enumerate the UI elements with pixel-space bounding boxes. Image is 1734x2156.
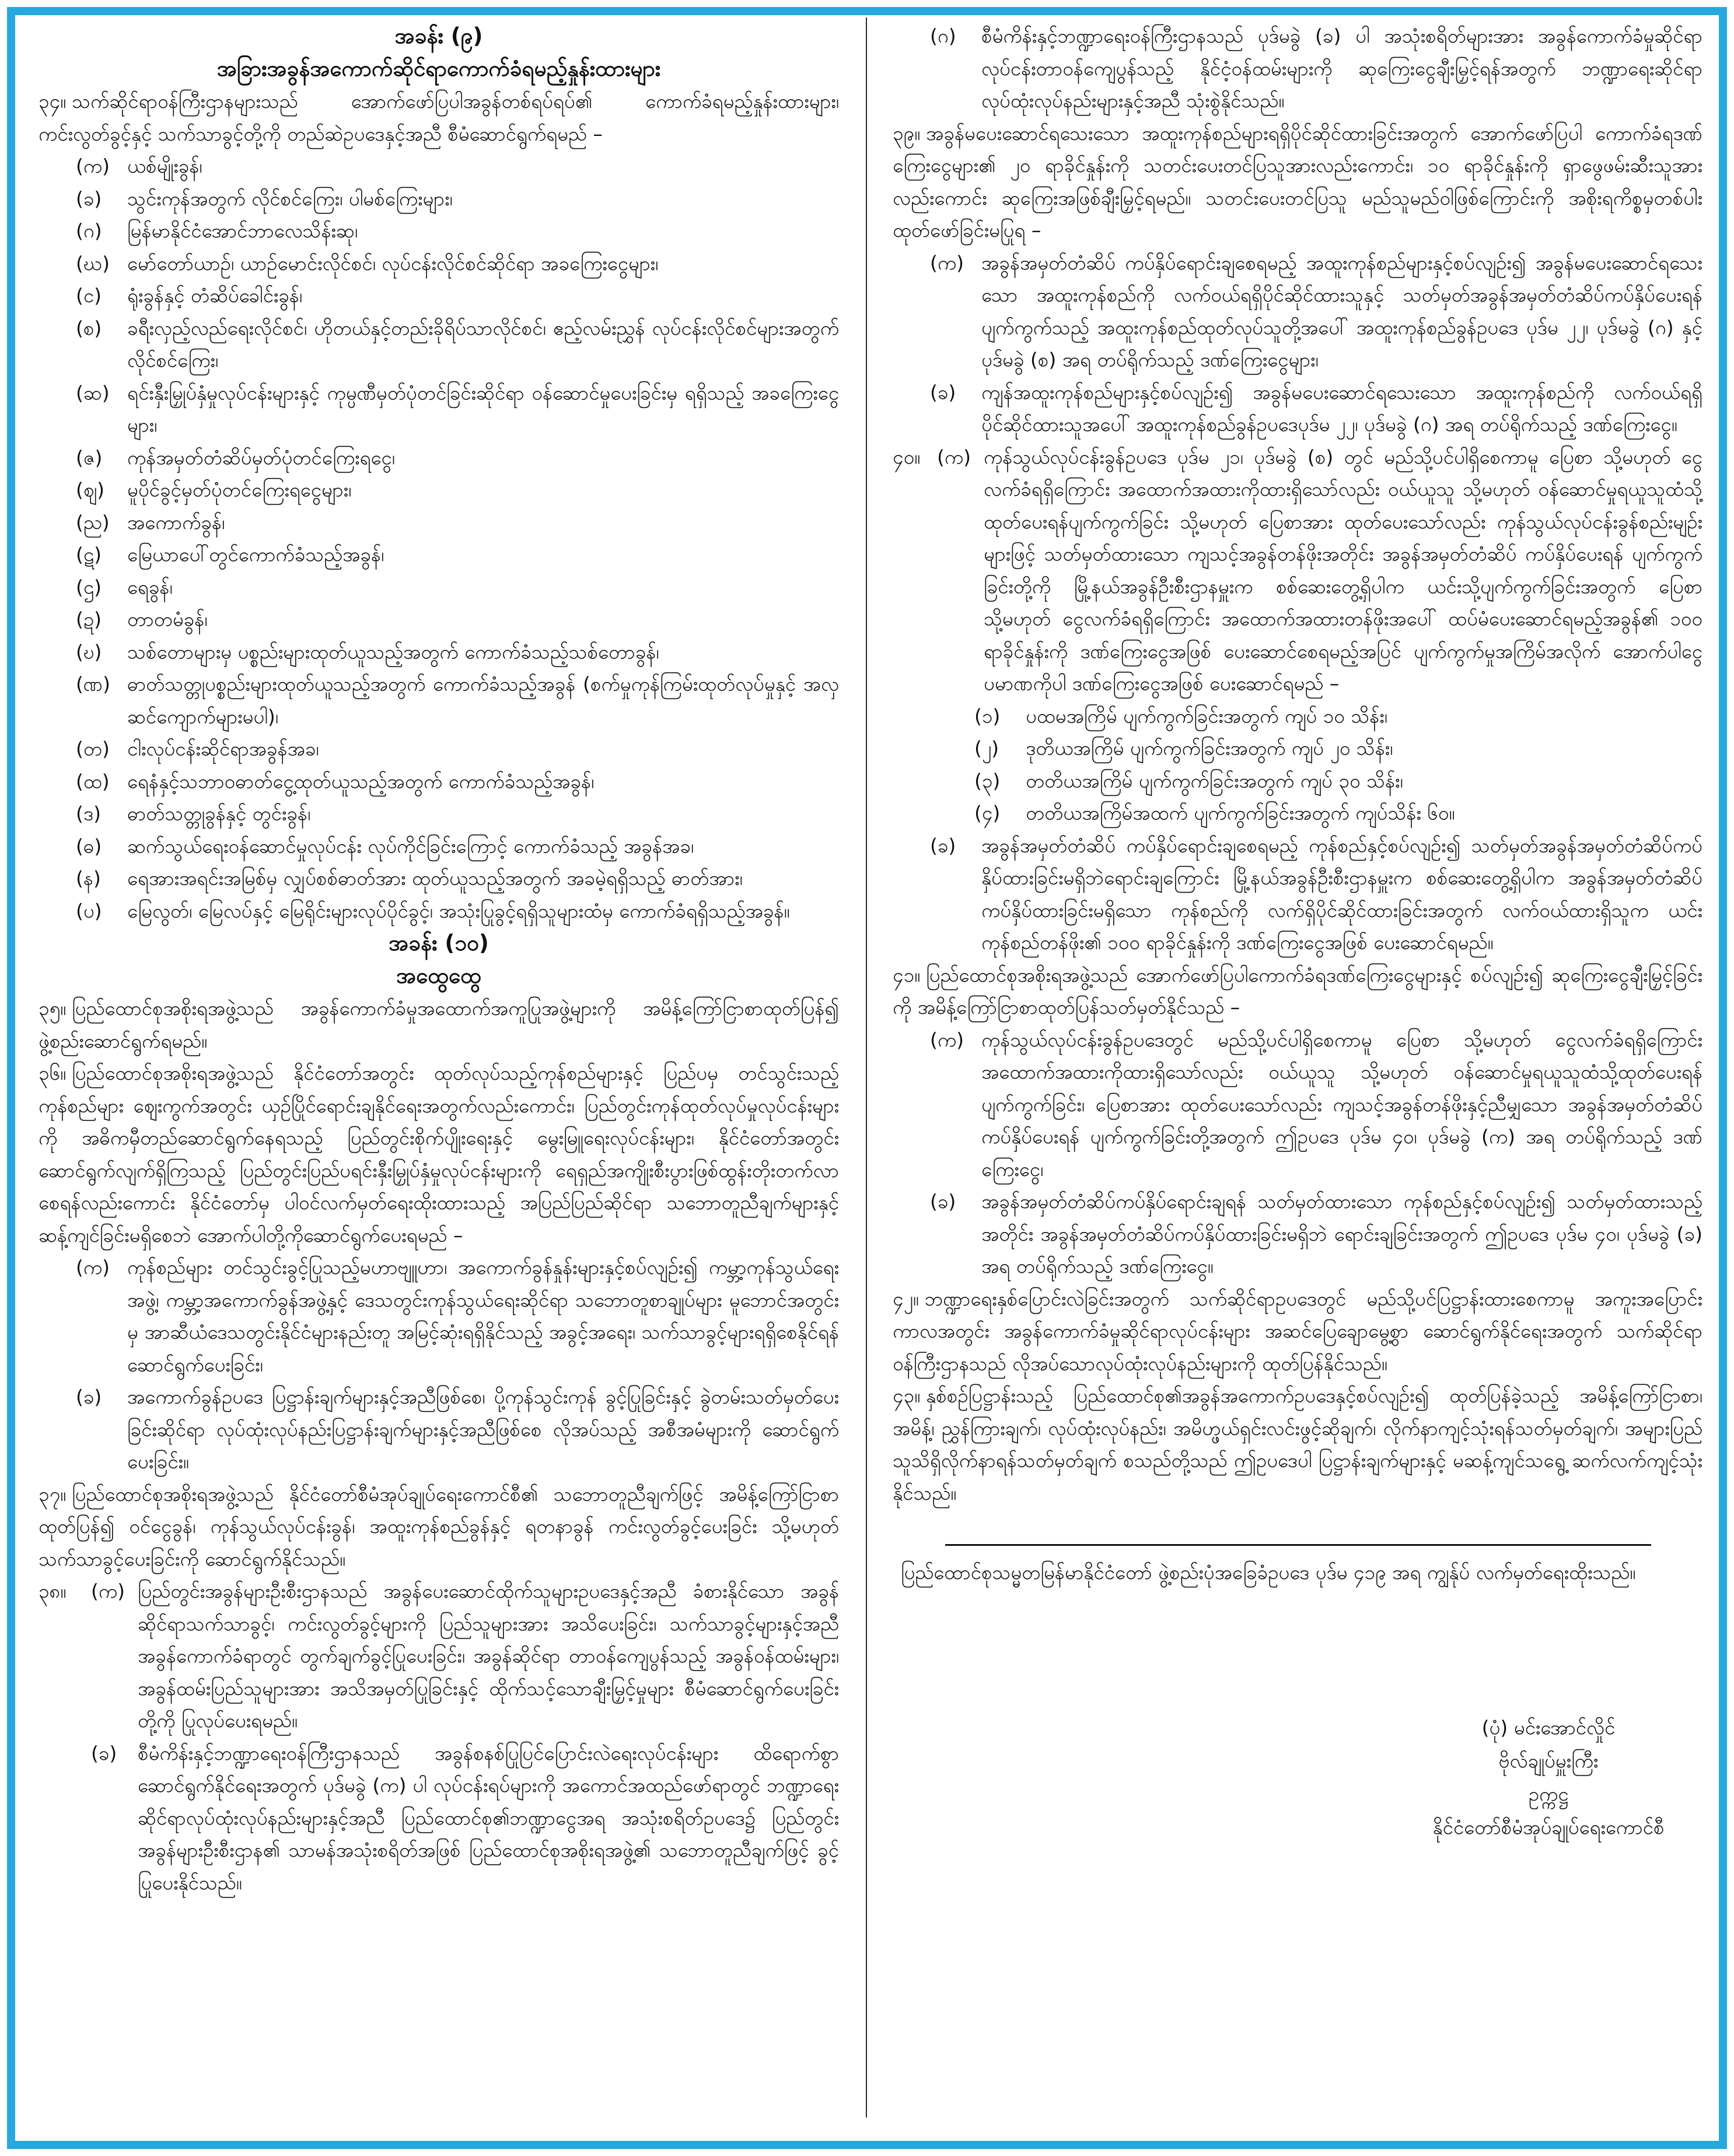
clause-text: ပထမအကြိမ် ပျက်ကွက်ခြင်းအတွက် ကျပ် ၁၀ သိန်း၊ xyxy=(1026,704,1387,727)
clause-text: ဓာတ်သတ္တုပစ္စည်းများထုတ်ယူသည့်အတွက် ကောက်ခံသည့်အခွန် (စက်မှုကုန်ကြမ်းထုတ်လုပ်မှုနှင့် အလှဆင်ကျောက်များမပါ)၊ xyxy=(127,673,839,728)
clause-text: ရင်းနှီးမြှုပ်နှံမှုလုပ်ငန်းများနှင့် ကုမ္ပဏီမှတ်ပုံတင်ခြင်းဆိုင်ရာ ဝန်ဆောင်မှုပေးခြင်းမှ ရရှိသည့် အခကြေးငွေများ၊ xyxy=(127,381,839,436)
clause-text: ရုံးခွန်နှင့် တံဆိပ်ခေါင်းခွန်၊ xyxy=(127,284,303,307)
clause-label: (စ) xyxy=(76,316,102,340)
section-number: ၃၄။ xyxy=(39,90,67,113)
clause-label: (ဍ) xyxy=(76,608,102,631)
clause-text: သစ်တောများမှ ပစ္စည်းများထုတ်ယူသည့်အတွက် ကောက်ခံသည့်သစ်တောခွန်၊ xyxy=(127,640,659,663)
clause-label: (ခ) xyxy=(76,187,102,210)
clause-text: သွင်းကုန်အတွက် လိုင်စင်ကြေး၊ ပါမစ်ကြေးများ၊ xyxy=(127,187,453,210)
section-39-items xyxy=(893,247,1702,441)
clause-label: (ဃ) xyxy=(76,251,110,275)
section-38-c xyxy=(893,20,1702,117)
clause-label: (န) xyxy=(76,867,101,890)
section-number: ၄၀။ xyxy=(893,445,921,468)
clause-label: (၄) xyxy=(974,802,1001,824)
clause-text: ဆက်သွယ်ရေးဝန်ဆောင်မှုလုပ်ငန်း လုပ်ကိုင်ခြင်းကြောင့် ကောက်ခံသည့် အခွန်အခ၊ xyxy=(127,834,694,858)
clause-item xyxy=(39,1381,839,1478)
clause-item xyxy=(893,1185,1702,1283)
section-text: နှစ်စဉ်ပြဋ္ဌာန်းသည့် ပြည်ထောင်စု၏အခွန်အကောက်ဥပဒေနှင့်စပ်လျဉ်း၍ ထုတ်ပြန်ခဲ့သည့် အမိန့်ကြော်ငြာစာ၊ အမိန့်၊ ညွှန်ကြားချက်၊ လုပ်ထုံးလုပ်နည်း၊ အမိဟ္ဖယ်ရှင်းလင်းဖွင့်ဆိုချက်၊ လိုက်နာကျင့်သုံးရန်သတ်မှတ်ချက်၊ အများပြည်သူသိရှိလိုက်နာရန်သတ်မှတ်ချက် စသည်တို့သည် ဤဥပဒေပါ ပြဋ္ဌာန်းချက်များနှင့် မဆန့်ကျင်သရွေ့ ဆက်လက်ကျင့်သုံးနိုင်သည်။ xyxy=(893,1384,1702,1504)
clause-item xyxy=(39,571,839,604)
clause-text: အခွန်အမှတ်တံဆိပ် ကပ်နှိပ်ရောင်းချစေရမည့် ကုန်စည်နှင့်စပ်လျဉ်း၍ သတ်မှတ်အခွန်အမှတ်တံဆိပ်ကပ်နှိပ်ထားခြင်းမရှိဘဲရောင်းချကြောင်း မြို့နယ်အခွန်ဦးစီးဌာနမှူးက စစ်ဆေးတွေ့ရှိပါက အခွန်အမှတ်တံဆိပ် ကပ်နှိပ်ထားခြင်းမရှိသော ကုန်စည်ကို လက်ရှိပိုင်ဆိုင်ထားခြင်းအတွက် လက်ဝယ်ထားရှိသူက ယင်းကုန်စည်တန်ဖိုး၏ ၁၀၀ ရာခိုင်နှုန်းကို ဒဏ်ကြေးငွေအဖြစ် ပေးဆောင်ရမည်။ xyxy=(981,834,1702,954)
clause-text: တာတမံခွန်၊ xyxy=(127,608,208,631)
clause-label: (က) xyxy=(930,1028,964,1051)
clause-text: ယစ်မျိုးခွန်၊ xyxy=(127,155,202,177)
section-number: ၃၇။ xyxy=(39,1482,67,1506)
clause-item xyxy=(39,733,839,765)
left-column xyxy=(39,20,839,1899)
right-column xyxy=(893,20,1702,1844)
clause-text: အခွန်အမှတ်တံဆိပ်ကပ်နှိပ်ရောင်းချရန် သတ်မှတ်ထားသော ကုန်စည်နှင့်စပ်လျဉ်း၍ သတ်မှတ်ထားသည့်အတိုင်း အခွန်အမှတ်တံဆိပ်ကပ်နှိပ်ထားခြင်းမရှိဘဲ ရောင်းချခြင်းအတွက် ဤဥပဒေ ပုဒ်မ ၄၀၊ ပုဒ်မခွဲ (ခ) အရ တပ်ရိုက်သည့် ဒဏ်ကြေးငွေ။ xyxy=(981,1190,1702,1278)
clause-label: (ဈ) xyxy=(76,478,104,501)
clause-item xyxy=(39,862,839,895)
section-35 xyxy=(39,992,839,1057)
clause-text: မြေယာပေါ်တွင်ကောက်ခံသည့်အခွန်၊ xyxy=(127,543,384,566)
clause-label: (က) xyxy=(76,1256,110,1279)
clause-item xyxy=(39,183,839,215)
clause-text: ဓာတ်သတ္တုခွန်နှင့် တွင်းခွန်၊ xyxy=(127,802,311,825)
section-41-items xyxy=(893,1024,1702,1283)
chapter-9-title: အခန်း (၉) xyxy=(394,23,483,48)
clause-label: (ဆ) xyxy=(76,381,110,404)
clause-item xyxy=(39,668,839,733)
section-38-items xyxy=(91,1575,839,1899)
section-number: ၃၅။ xyxy=(39,997,67,1020)
section-text: ပြည်ထောင်စုအစိုးရအဖွဲ့သည် အခွန်ကောက်ခံမှုအထောက်အကူပြုအဖွဲ့များကို အမိန့်ကြော်ငြာစာထုတ်ပြန်၍ ဖွဲ့စည်းဆောင်ရွက်ရမည်။ xyxy=(39,997,839,1052)
signature-block xyxy=(893,1711,1702,1844)
clause-item xyxy=(39,538,839,571)
chapter-9-subtitle: အခြားအခွန်အကောက်ဆိုင်ရာကောက်ခံရမည့်နှုန်းထားများ xyxy=(216,56,661,81)
clause-text: ကုန်အမှတ်တံဆိပ်မှတ်ပုံတင်ကြေးရငွေ၊ xyxy=(127,446,395,469)
clause-text: ကျန်အထူးကုန်စည်များနှင့်စပ်လျဉ်း၍ အခွန်မပေးဆောင်ရသေးသော အထူးကုန်စည်ကို လက်ဝယ်ရရှိပိုင်ဆိုင်ထားသူအပေါ် အထူးကုန်စည်ခွန်ဥပဒေပုဒ်မ ၂၂၊ ပုဒ်မခွဲ (ဂ) အရ တပ်ရိုက်သည့် ဒဏ်ကြေးငွေ။ xyxy=(981,380,1702,436)
clause-item xyxy=(39,506,839,539)
section-40-a xyxy=(937,441,1702,700)
section-text: သက်ဆိုင်ရာဝန်ကြီးဌာနများသည် အောက်ဖော်ပြပါအခွန်တစ်ရပ်ရပ်၏ ကောက်ခံရမည့်နှုန်းထားများ၊ ကင်းလွတ်ခွင့်နှင့် သက်သာခွင့်တို့ကို တည်ဆဲဥပဒေနှင့်အညီ စီမံဆောင်ရွက်ရမည် – xyxy=(39,90,839,145)
clause-item xyxy=(39,150,839,183)
clause-text: ကုန်သွယ်လုပ်ငန်းခွန်ဥပဒေ ပုဒ်မ ၂၁၊ ပုဒ်မခွဲ (စ) တွင် မည်သို့ပင်ပါရှိစေကာမူ ပြေစာ သို့မဟုတ် ငွေလက်ခံရရှိကြောင်း အထောက်အထားကိုထားရှိသော်လည်း ဝယ်ယူသူ သို့မဟုတ် ဝန်ဆောင်မှုရယူသူထံသို့ ထုတ်ပေးရန်ပျက်ကွက်ခြင်း သို့မဟုတ် ပြေစာအား ထုတ်ပေးသော်လည်း ကုန်သွယ်လုပ်ငန်းခွန်စည်းမျဉ်းများဖြင့် သတ်မှတ်ထားသော ကျသင့်အခွန်တန်ဖိုးအတိုင်း အခွန်အမှတ်တံဆိပ် ကပ်နှိပ်ပေးရန် ပျက်ကွက်ခြင်းတို့ကို မြို့နယ်အခွန်ဦးစီးဌာနမှူးက စစ်ဆေးတွေ့ရှိပါက ယင်းသို့ပျက်ကွက်ခြင်းအတွက် ပြေစာ သို့မဟုတ် ငွေလက်ခံရရှိကြောင်း အထောက်အထားတန်ဖိုးအပေါ် ထပ်မံပေးဆောင်ရမည့်အခွန်၏ ၁၀၀ ရာခိုင်နှုန်းကို ဒဏ်ကြေးငွေအဖြစ် ပေးဆောင်စေရမည့်အပြင် ပျက်ကွက်မှုအကြိမ်အလိုက် အောက်ပါငွေပမာဏကိုပါ ဒဏ်ကြေးငွေအဖြစ် ပေးဆောင်ရမည် – xyxy=(984,445,1702,695)
section-text: ပြည်ထောင်စုအစိုးရအဖွဲ့သည် နိုင်ငံတော်အတွင်း ထုတ်လုပ်သည့်ကုန်စည်များနှင့် ပြည်ပမှ တင်သွင်းသည့်ကုန်စည်များ ဈေးကွက်အတွင်း ယှဉ်ပြိုင်ရောင်းချနိုင်ရေးအတွက်လည်းကောင်း၊ ပြည်တွင်းကုန်ထုတ်လုပ်မှုလုပ်ငန်းများကို အဓိကမှီတည်ဆောင်ရွက်နေရသည့် ပြည်တွင်းစိုက်ပျိုးရေးနှင့် မွေးမြူရေးလုပ်ငန်းများ၊ နိုင်ငံတော်အတွင်း ဆောင်ရွက်လျက်ရှိကြသည့် ပြည်တွင်းပြည်ပရင်းနှီးမြှုပ်နှံမှုလုပ်ငန်းများကို ရေရှည်အကျိုးစီးပွားဖြစ်ထွန်းတိုးတက်လာစေရန်လည်းကောင်း နိုင်ငံတော်မှ ပါဝင်လက်မှတ်ရေးထိုးထားသည့် အပြည်ပြည်ဆိုင်ရာ သဘောတူညီချက်များနှင့် ဆန့်ကျင်ခြင်းမရှိစေဘဲ အောက်ပါတို့ကိုဆောင်ရွက်ပေးရမည် – xyxy=(39,1062,839,1247)
clause-text: စီမံကိန်းနှင့်ဘဏ္ဍာရေးဝန်ကြီးဌာနသည် အခွန်စနစ်ပြုပြင်ပြောင်းလဲရေးလုပ်ငန်းများ ထိရောက်စွာဆောင်ရွက်နိုင်ရေးအတွက် ပုဒ်မခွဲ (က) ပါ လုပ်ငန်းရပ်များကို အကောင်အထည်ဖော်ရာတွင် ဘဏ္ဍာရေးဆိုင်ရာလုပ်ထုံးလုပ်နည်းများနှင့်အညီ ပြည်ထောင်စု၏ဘဏ္ဍာငွေအရ အသုံးစရိတ်ဥပဒေ၌ ပြည်တွင်းအခွန်များဦးစီးဌာန၏ သာမန်အသုံးစရိတ်အဖြစ် ပြည်ထောင်စုအစိုးရအဖွဲ့၏ သဘောတူညီချက်ဖြင့် ခွင့်ပြုပေးနိုင်သည်။ xyxy=(138,1741,839,1894)
signatory-role: ဥက္ကဋ္ဌ xyxy=(1528,1783,1569,1805)
chapter-10-title: အခန်း (၁၀) xyxy=(389,930,489,956)
clause-label: (ဂ) xyxy=(930,24,956,47)
clause-text: ငါးလုပ်ငန်းဆိုင်ရာအခွန်အခ၊ xyxy=(127,737,319,760)
signatory-name: (ပုံ) မင်းအောင်လှိုင် xyxy=(1481,1716,1616,1739)
section-number: ၃၈။ xyxy=(39,1580,67,1602)
clause-text: ပြည်တွင်းအခွန်များဦးစီးဌာနသည် အခွန်ပေးဆောင်ထိုက်သူများဥပဒေနှင့်အညီ ခံစားနိုင်သော အခွန်ဆိုင်ရာသက်သာခွင့်၊ ကင်းလွတ်ခွင့်များကို ပြည်သူများအား အသိပေးခြင်း၊ သက်သာခွင့်များနှင့်အညီ အခွန်ကောက်ခံရာတွင် တွက်ချက်ခွင့်ပြုပေးခြင်း၊ အခွန်ဆိုင်ရာ တာဝန်ကျေပွန်သည့် အခွန်ဝန်ထမ်းများ၊ အခွန်ထမ်းပြည်သူများအား အသိအမှတ်ပြုခြင်းနှင့် ထိုက်သင့်သောချီးမြှင့်မှုများ စီမံဆောင်ရွက်ပေးခြင်းတို့ကို ပြုလုပ်ပေးရမည်။ xyxy=(138,1580,839,1732)
clause-label: (ဓ) xyxy=(76,834,102,858)
section-34 xyxy=(39,85,839,150)
clause-label: (တ) xyxy=(76,737,110,760)
clause-item xyxy=(39,895,839,928)
clause-text: မြန်မာနိုင်ငံအောင်ဘာလေသိန်းဆု၊ xyxy=(127,219,358,242)
clause-label: (ခ) xyxy=(930,380,956,404)
clause-label: (ဌ) xyxy=(76,575,102,598)
section-42 xyxy=(893,1283,1702,1380)
section-number: ၄၁။ xyxy=(893,963,921,986)
section-40-a-subitems xyxy=(937,700,1702,830)
footnote-rule xyxy=(945,1544,1651,1546)
section-number: ၃၆။ xyxy=(39,1062,67,1084)
clause-text: ကုန်သွယ်လုပ်ငန်းခွန်ဥပဒေတွင် မည်သို့ပင်ပါရှိစေကာမူ ပြေစာ သို့မဟုတ် ငွေလက်ခံရရှိကြောင်း အထောက်အထားကိုထားရှိသော်လည်း ဝယ်ယူသူ သို့မဟုတ် ဝန်ဆောင်မှုရယူသူထံသို့ထုတ်ပေးရန် ပျက်ကွက်ခြင်း၊ ပြေစာအား ထုတ်ပေးသော်လည်း ကျသင့်အခွန်တန်ဖိုးနှင့်ညီမျှသော အခွန်အမှတ်တံဆိပ်ကပ်နှိပ်ပေးရန် ပျက်ကွက်ခြင်းတို့အတွက် ဤဥပဒေ ပုဒ်မ ၄၀၊ ပုဒ်မခွဲ (က) အရ တပ်ရိုက်သည့် ဒဏ်ကြေးငွေ၊ xyxy=(981,1028,1702,1181)
clause-label: (က) xyxy=(930,251,964,274)
section-number: ၄၃။ xyxy=(893,1384,921,1407)
clause-item xyxy=(893,247,1702,376)
clause-label: (က) xyxy=(76,155,110,177)
clause-item xyxy=(937,765,1702,797)
section-41 xyxy=(893,959,1702,1024)
section-number: ၃၉။ xyxy=(893,121,921,145)
clause-item xyxy=(39,215,839,247)
clause-label: (ဎ) xyxy=(76,640,102,663)
clause-label: (င) xyxy=(76,284,102,307)
clause-text: တတိယအကြိမ် ပျက်ကွက်ခြင်းအတွက် ကျပ် ၃၀ သိန်း၊ xyxy=(1026,769,1403,792)
clause-item xyxy=(39,797,839,830)
clause-label: (ဏ) xyxy=(76,673,111,695)
section-text: အခွန်မပေးဆောင်ရသေးသော အထူးကုန်စည်များရရှိပိုင်ဆိုင်ထားခြင်းအတွက် အောက်ဖော်ပြပါ ကောက်ခံရဒဏ်ကြေးငွေများ၏ ၂၀ ရာခိုင်နှုန်းကို သတင်းပေးတင်ပြသူအားလည်းကောင်း၊ ၁၀ ရာခိုင်နှုန်းကို ရှာဖွေဖမ်းဆီးသူအားလည်းကောင်း ဆုကြေးအဖြစ်ချီးမြှင့်ရမည်။ သတင်းပေးတင်ပြသူ မည်သူမည်ဝါဖြစ်ကြောင်းကို အစိုးရကိစ္စမှတစ်ပါး ထုတ်ဖော်ခြင်းမပြုရ – xyxy=(893,121,1702,242)
clause-item xyxy=(893,1024,1702,1186)
clause-item xyxy=(893,376,1702,441)
signatory-rank: ဗိုလ်ချုပ်မှူးကြီး xyxy=(1498,1749,1599,1772)
clause-item xyxy=(39,765,839,798)
clause-text: ရေနံနှင့်သဘာဝဓာတ်ငွေ့ထုတ်ယူသည့်အတွက် ကောက်ခံသည့်အခွန်၊ xyxy=(127,769,595,793)
clause-text: တတိယအကြိမ်အထက် ပျက်ကွက်ခြင်းအတွက် ကျပ်သိန်း ၆၀။ xyxy=(1026,802,1455,824)
clause-label: (ည) xyxy=(76,510,110,534)
clause-text: မော်တော်ယာဉ်၊ ယာဉ်မောင်းလိုင်စင်၊ လုပ်ငန်းလိုင်စင်ဆိုင်ရာ အခကြေးငွေများ၊ xyxy=(127,251,659,275)
chapter-10-subtitle: အထွေထွေ xyxy=(396,963,481,988)
clause-label: (၁) xyxy=(974,704,1001,727)
clause-text: အကောက်ခွန်၊ xyxy=(127,510,225,534)
clause-label: (က) xyxy=(937,445,971,468)
section-text: ပြည်ထောင်စုအစိုးရအဖွဲ့သည် အောက်ဖော်ပြပါကောက်ခံရဒဏ်ကြေးငွေများနှင့် စပ်လျဉ်း၍ ဆုကြေးငွေချီးမြှင့်ခြင်းကို အမိန့်ကြော်ငြာစာထုတ်ပြန်သတ်မှတ်နိုင်သည် – xyxy=(893,963,1702,1019)
section-43 xyxy=(893,1380,1702,1509)
clause-item xyxy=(91,1737,839,1899)
clause-label: (ဇ) xyxy=(76,446,103,469)
clause-text: မူပိုင်ခွင့်မှတ်ပုံတင်ကြေးရငွေများ၊ xyxy=(127,478,352,501)
section-text: ပြည်ထောင်စုအစိုးရအဖွဲ့သည် နိုင်ငံတော်စီမံအုပ်ချုပ်ရေးကောင်စီ၏ သဘောတူညီချက်ဖြင့် အမိန့်ကြော်ငြာစာထုတ်ပြန်၍ ဝင်ငွေခွန်၊ ကုန်သွယ်လုပ်ငန်းခွန်၊ အထူးကုန်စည်ခွန်နှင့် ရတနာခွန် ကင်းလွတ်ခွင့်ပေးခြင်း သို့မဟုတ် သက်သာခွင့်ပေးခြင်းကို ဆောင်ရွက်နိုင်သည်။ xyxy=(39,1482,839,1570)
clause-text: ရေအားအရင်းအမြစ်မှ လျှပ်စစ်ဓာတ်အား ထုတ်ယူသည့်အတွက် အခမဲ့ရရှိသည့် ဓာတ်အား၊ xyxy=(127,867,743,890)
footnote: ပြည်ထောင်စုသမ္မတမြန်မာနိုင်ငံတော် ဖွဲ့စည်းပုံအခြေခံဥပဒေ ပုဒ်မ ၄၁၉ အရ ကျွန်ုပ် လက်မှတ်ရေးထိုးသည်။ xyxy=(901,1561,1636,1584)
section-40 xyxy=(893,441,1702,830)
section-40-body xyxy=(937,441,1702,830)
clause-item xyxy=(91,1575,839,1737)
clause-label: (ခ) xyxy=(91,1741,117,1765)
clause-item xyxy=(39,474,839,506)
clause-text: ခရီးလှည့်လည်ရေးလိုင်စင်၊ ဟိုတယ်နှင့်တည်းခိုရိပ်သာလိုင်စင်၊ ဧည့်လမ်းညွှန် လုပ်ငန်းလိုင်စင်များအတွက် လိုင်စင်ကြေး၊ xyxy=(127,316,839,372)
clause-label: (ပ) xyxy=(76,899,102,922)
clause-label: (ခ) xyxy=(930,1190,956,1213)
column-divider xyxy=(866,18,867,2118)
clause-item xyxy=(39,603,839,636)
clause-label: (ဂ) xyxy=(76,219,102,242)
clause-label: (၂) xyxy=(974,737,999,760)
section-39 xyxy=(893,117,1702,247)
clause-text: ရေခွန်၊ xyxy=(127,575,173,598)
section-text: ဘဏ္ဍာရေးနှစ်ပြောင်းလဲခြင်းအတွက် သက်ဆိုင်ရာဥပဒေတွင် မည်သို့ပင်ပြဋ္ဌာန်းထားစေကာမူ အကူးအပြောင်းကာလအတွင်း အခွန်ကောက်ခံမှုဆိုင်ရာလုပ်ငန်းများ အဆင်ပြေချောမွေ့စွာ ဆောင်ရွက်နိုင်ရေးအတွက် သက်ဆိုင်ရာဝန်ကြီးဌာနသည် လိုအပ်သောလုပ်ထုံးလုပ်နည်းများကို ထုတ်ပြန်နိုင်သည်။ xyxy=(893,1287,1702,1375)
clause-label: (၃) xyxy=(974,769,1001,792)
clause-item xyxy=(39,1251,839,1381)
clause-text: ကုန်စည်များ တင်သွင်းခွင့်ပြုသည့်မဟာဗျူဟာ၊ အကောက်ခွန်နှုန်းများနှင့်စပ်လျဉ်း၍ ကမ္ဘာ့ကုန်သွယ်ရေးအဖွဲ့၊ ကမ္ဘာ့အကောက်ခွန်အဖွဲ့နှင့် ဒေသတွင်းကုန်သွယ်ရေးဆိုင်ရာ သဘောတူစာချုပ်များ မူဘောင်အတွင်းမှ အာဆီယံဒေသတွင်းနိုင်ငံများနည်းတူ အမြင့်ဆုံးရရှိနိုင်သည့် အခွင့်အရေး၊ သက်သာခွင့်များရရှိစေနိုင်ရန် ဆောင်ရွက်ပေးခြင်း၊ xyxy=(127,1256,839,1376)
clause-item xyxy=(39,312,839,377)
clause-label: (က) xyxy=(91,1580,125,1602)
clause-text: ဒုတိယအကြိမ် ပျက်ကွက်ခြင်းအတွက် ကျပ် ၂၀ သိန်း၊ xyxy=(1026,737,1393,760)
clause-item xyxy=(39,377,839,442)
clause-item xyxy=(39,830,839,863)
section-36-items xyxy=(39,1251,839,1478)
section-34-items xyxy=(39,150,839,927)
clause-item xyxy=(39,279,839,312)
section-number: ၄၂။ xyxy=(893,1287,919,1310)
section-37 xyxy=(39,1478,839,1576)
clause-item xyxy=(39,247,839,280)
section-36 xyxy=(39,1057,839,1251)
section-40-b xyxy=(893,830,1702,959)
clause-item xyxy=(39,442,839,474)
clause-text: အခွန်အမှတ်တံဆိပ် ကပ်နှိပ်ရောင်းချစေရမည့် အထူးကုန်စည်များနှင့်စပ်လျဉ်း၍ အခွန်မပေးဆောင်ရသေးသော အထူးကုန်စည်ကို လက်ဝယ်ရရှိပိုင်ဆိုင်ထားသူနှင့် သတ်မှတ်အခွန်အမှတ်တံဆိပ်ကပ်နှိပ်ပေးရန် ပျက်ကွက်သည့် အထူးကုန်စည်ထုတ်လုပ်သူတို့အပေါ် အထူးကုန်စည်ခွန်ဥပဒေ ပုဒ်မ ၂၂၊ ပုဒ်မခွဲ (ဂ) နှင့် ပုဒ်မခွဲ (စ) အရ တပ်ရိုက်သည့် ဒဏ်ကြေးငွေများ၊ xyxy=(981,251,1702,371)
clause-label: (ထ) xyxy=(76,769,110,793)
clause-text: အကောက်ခွန်ဥပဒေ ပြဋ္ဌာန်းချက်များနှင့်အညီဖြစ်စေ၊ ပို့ကုန်သွင်းကုန် ခွင့်ပြုခြင်းနှင့် ခွဲတမ်းသတ်မှတ်ပေးခြင်းဆိုင်ရာ လုပ်ထုံးလုပ်နည်းပြဋ္ဌာန်းချက်များနှင့်အညီဖြစ်စေ လိုအပ်သည့် အစီအမံများကို ဆောင်ရွက်ပေးခြင်း။ xyxy=(127,1385,839,1473)
signatory-organization: နိုင်ငံတော်စီမံအုပ်ချုပ်ရေးကောင်စီ xyxy=(1432,1816,1665,1839)
clause-label: (ခ) xyxy=(76,1385,102,1408)
clause-text: မြေလွတ်၊ မြေလပ်နှင့် မြေရိုင်းများလုပ်ပိုင်ခွင့်၊ အသုံးပြုခွင့်ရရှိသူများထံမှ ကောက်ခံရရှိသည့်အခွန်။ xyxy=(127,899,790,922)
clause-label: (ဋ) xyxy=(76,543,102,566)
clause-label: (ခ) xyxy=(930,834,956,857)
clause-item xyxy=(39,636,839,668)
clause-item xyxy=(937,732,1702,765)
clause-label: (ဒ) xyxy=(76,802,101,825)
clause-text: စီမံကိန်းနှင့်ဘဏ္ဍာရေးဝန်ကြီးဌာနသည် ပုဒ်မခွဲ (ခ) ပါ အသုံးစရိတ်များအား အခွန်ကောက်ခံမှုဆိုင်ရာ လုပ်ငန်းတာဝန်ကျေပွန်သည့် နိုင်ငံ့ဝန်ထမ်းများကို ဆုကြေးငွေချီးမြှင့်ရန်အတွက် ဘဏ္ဍာရေးဆိုင်ရာလုပ်ထုံးလုပ်နည်းများနှင့်အညီ သုံးစွဲနိုင်သည်။ xyxy=(981,24,1702,112)
clause-item xyxy=(937,797,1702,830)
section-38 xyxy=(39,1575,839,1899)
clause-item xyxy=(937,700,1702,733)
